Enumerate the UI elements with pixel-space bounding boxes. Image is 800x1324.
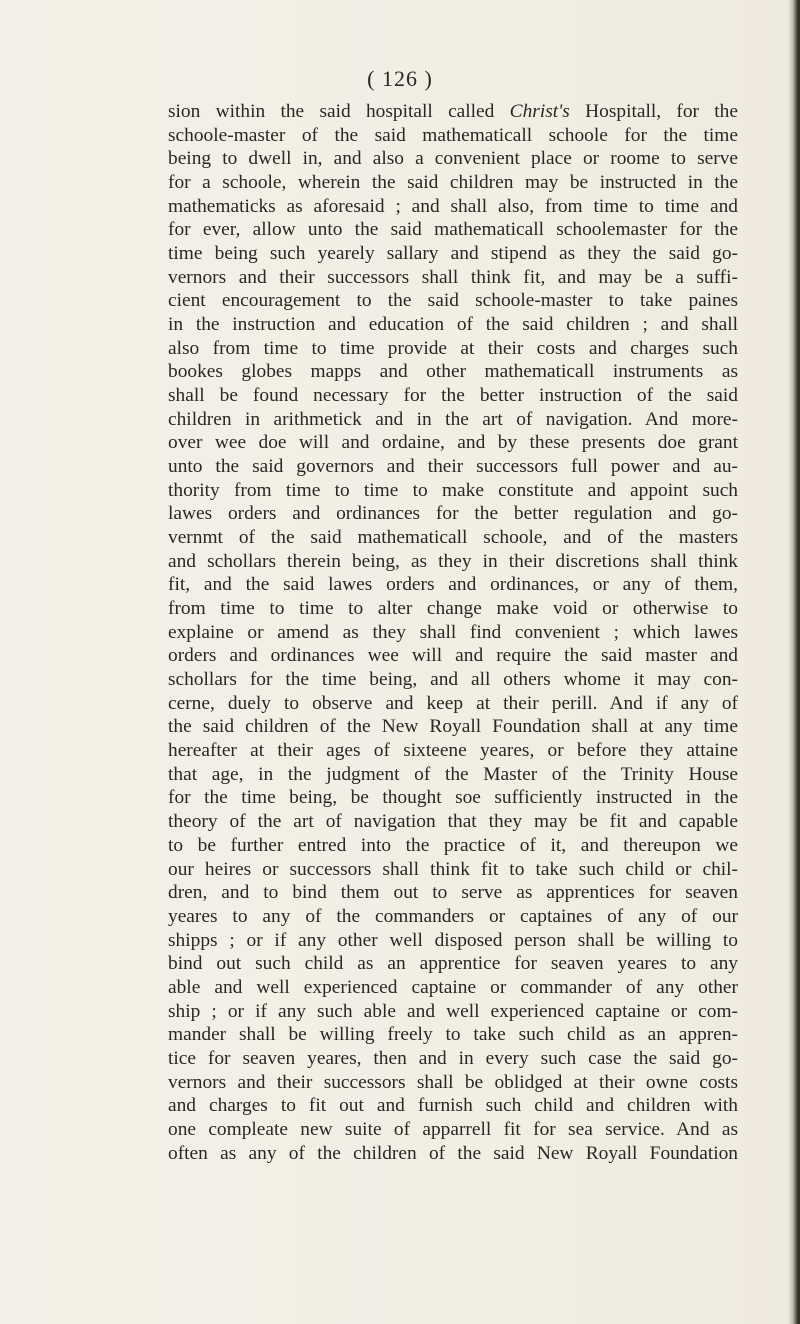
text-line: over wee doe will and ordaine, and by these presents doe grant: [168, 432, 738, 454]
text-line: shipps ; or if any other well disposed person shall be willing to: [168, 929, 738, 951]
text-line: also from time to time provide at their costs and charges such: [168, 337, 738, 359]
text-line: to be further entred into the practice of it, and thereupon we: [168, 834, 738, 856]
text-line: our heires or successors shall think fit to take such child or chil-: [168, 858, 738, 880]
text-line: bind out such child as an apprentice for seaven yeares to any: [168, 953, 738, 975]
text-line: vernors and their successors shall think fit, and may be a suffi-: [168, 266, 738, 288]
page-number: ( 126 ): [367, 66, 433, 91]
text-line: shall be found necessary for the better instruction of the said: [168, 385, 738, 407]
text-line: lawes orders and ordinances for the better regulation and go-: [168, 503, 738, 525]
text-line: the said children of the New Royall Foundation shall at any time: [168, 716, 738, 738]
text-line: sion within the said hospitall called Christ's Hospitall, for the: [168, 101, 738, 122]
text-line: schoole-master of the said mathematicall schoole for the time: [168, 124, 738, 146]
text-line: one compleate new suite of apparrell fit for sea service. And as: [168, 1118, 738, 1140]
text-line: mander shall be willing freely to take such child as an appren-: [168, 1024, 738, 1046]
text-line: cerne, duely to observe and keep at their perill. And if any of: [168, 692, 738, 714]
text-line: in the instruction and education of the said children ; and shall: [168, 314, 738, 336]
text-line: vernors and their successors shall be oblidged at their owne costs: [168, 1071, 738, 1093]
text-line: for ever, allow unto the said mathematicall schoolemaster for the: [168, 219, 738, 241]
text-line: explaine or amend as they shall find convenient ; which lawes: [168, 621, 738, 643]
text-line: cient encouragement to the said schoole-master to take paines: [168, 290, 738, 312]
text-line: hereafter at their ages of sixteene yeares, or before they attaine: [168, 740, 738, 762]
text-line: from time to time to alter change make void or otherwise to: [168, 598, 738, 620]
text-line: for the time being, be thought soe sufficiently instructed in the: [168, 787, 738, 809]
italic-name: Christ's: [509, 101, 570, 122]
text-line: being to dwell in, and also a convenient place or roome to serve: [168, 148, 738, 170]
text-line: unto the said governors and their successors full power and au-: [168, 456, 738, 478]
text-line: tice for seaven yeares, then and in every such case the said go-: [168, 1047, 738, 1069]
page-edge-shadow: [788, 0, 800, 1324]
text-line: vernmt of the said mathematicall schoole, and of the masters: [168, 527, 738, 549]
text-line: mathematicks as aforesaid ; and shall also, from time to time and: [168, 195, 738, 217]
text-line: ship ; or if any such able and well experienced captaine or com-: [168, 1000, 738, 1022]
text-line: orders and ordinances wee will and require the said master and: [168, 645, 738, 667]
text-line: schollars for the time being, and all others whome it may con-: [168, 669, 738, 691]
text-line: time being such yearely sallary and stipend as they the said go-: [168, 243, 738, 265]
text-line: fit, and the said lawes orders and ordinances, or any of them,: [168, 574, 738, 596]
text-line: theory of the art of navigation that they may be fit and capable: [168, 811, 738, 833]
text-line: children in arithmetick and in the art of navigation. And more-: [168, 408, 738, 430]
text-line: that age, in the judgment of the Master of the Trinity House: [168, 763, 738, 785]
text-line: often as any of the children of the said New Royall Foundation: [168, 1142, 738, 1164]
body-text: [168, 100, 738, 1165]
text-line: dren, and to bind them out to serve as apprentices for seaven: [168, 882, 738, 904]
text-line: yeares to any of the commanders or captaines of any of our: [168, 905, 738, 927]
text-line: thority from time to time to make constitute and appoint such: [168, 479, 738, 501]
text-line: and charges to fit out and furnish such child and children with: [168, 1095, 738, 1117]
text-line: bookes globes mapps and other mathematicall instruments as: [168, 361, 738, 383]
text-line: and schollars therein being, as they in their discretions shall think: [168, 550, 738, 572]
text-line: for a schoole, wherein the said children may be instructed in the: [168, 172, 738, 194]
text-line: able and well experienced captaine or commander of any other: [168, 976, 738, 998]
